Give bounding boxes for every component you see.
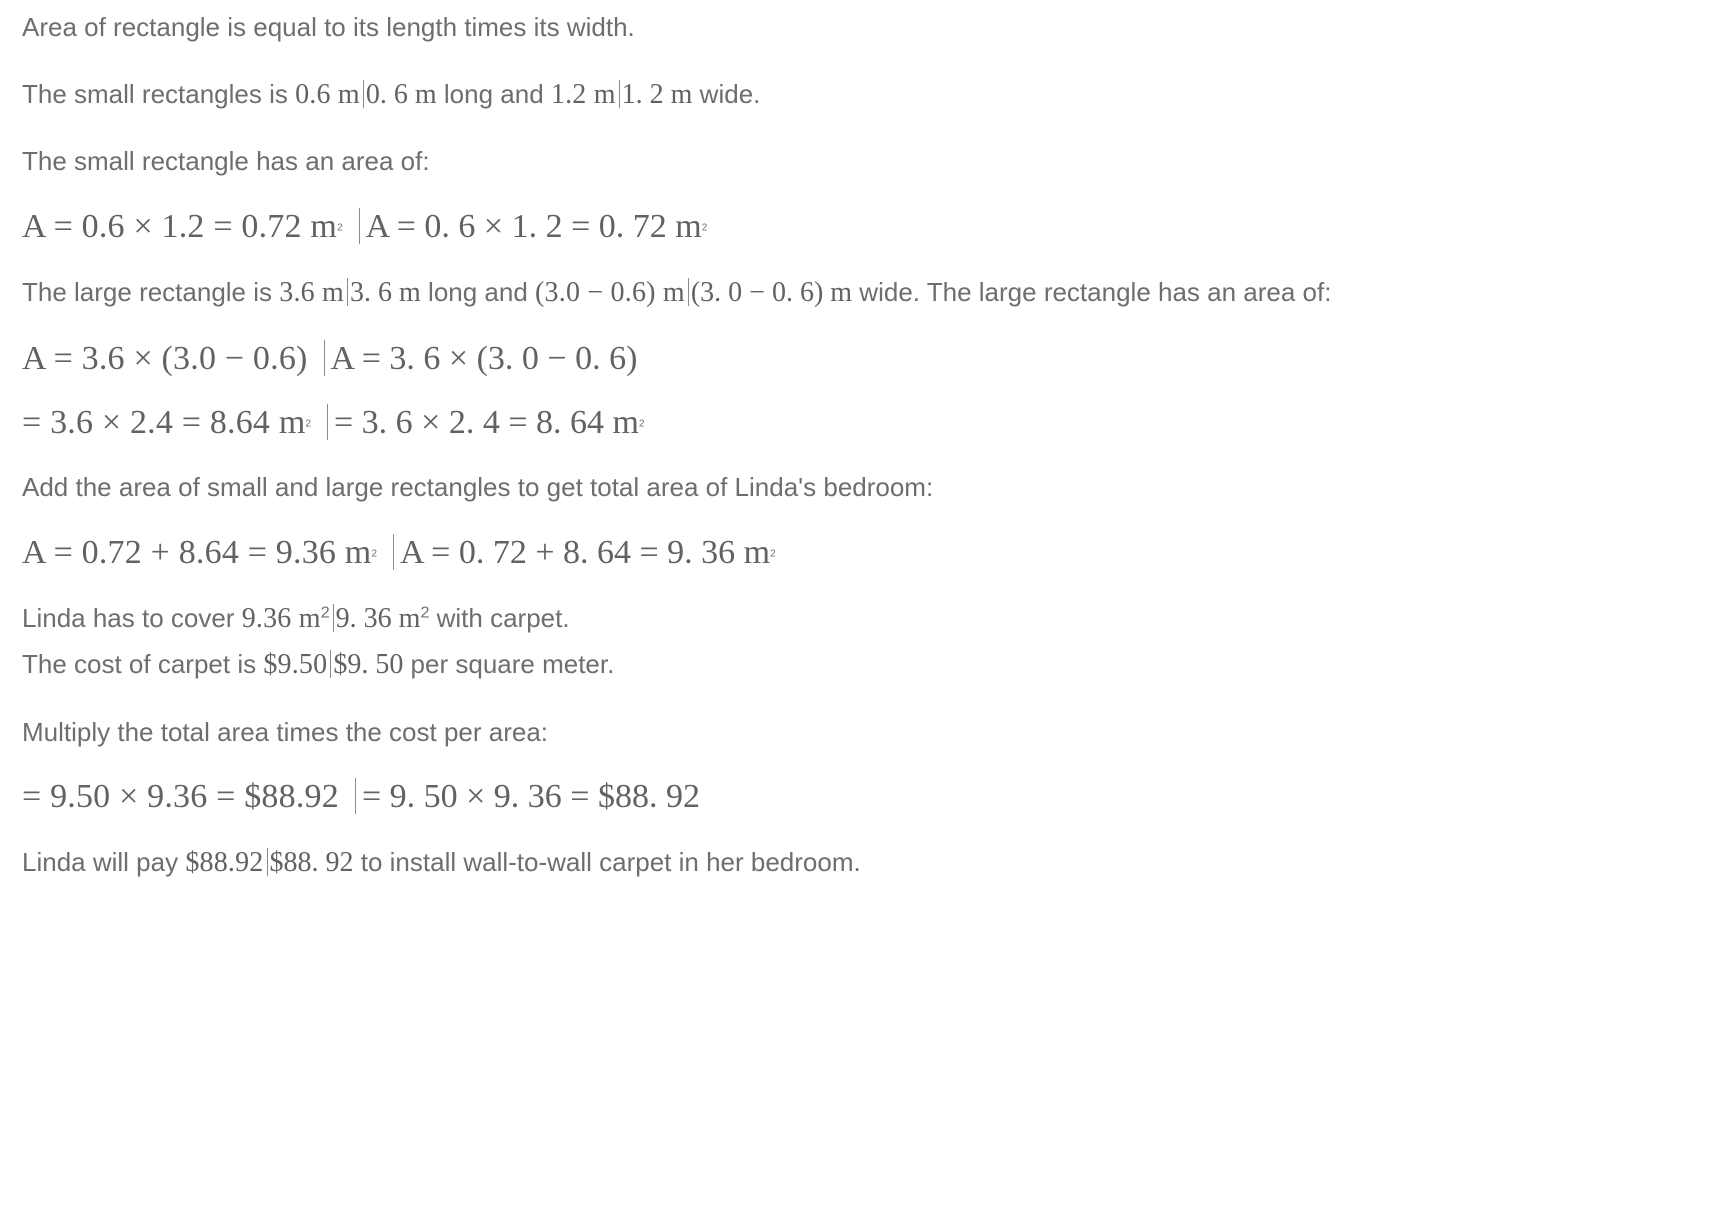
text-long-and-2: long and [420, 276, 536, 307]
math-total-cost-source: $88. 92 [269, 847, 354, 879]
text-large-area-intro: wide. The large rectangle has an area of: [852, 276, 1332, 307]
text-multiply-instruction: Multiply the total area times the cost per area: [22, 716, 549, 747]
text-small-area-intro: The small rectangle has an area of: [22, 146, 430, 177]
cursor-bar [688, 278, 689, 306]
text-area-definition: Area of rectangle is equal to its length times its width. [22, 12, 635, 42]
paragraph-area-definition [22, 8, 1704, 48]
cursor-bar [393, 534, 394, 570]
cursor-bar [333, 604, 334, 632]
math-large-width: (3.0 − 0.6) m [535, 276, 685, 308]
cursor-bar [355, 778, 356, 814]
text-carpet-intro: Linda has to cover [22, 602, 242, 633]
math-carpet-area-exponent: 2 [320, 602, 330, 621]
cursor-bar [327, 404, 328, 440]
cursor-bar [363, 80, 364, 108]
math-cost-rate: $9.50 [263, 649, 328, 681]
math-carpet-area-source: 9. 36 m [335, 602, 421, 634]
math-total-cost-equation-source: = 9. 50 × 9. 36 = $88. 92 [361, 778, 700, 816]
math-large-area-line2-exponent: 2 [305, 418, 311, 430]
math-small-area-source-exponent: 2 [701, 222, 708, 234]
equation-total-cost [22, 778, 1704, 816]
math-total-area-source-exponent: 2 [770, 548, 776, 560]
paragraph-multiply-instruction [22, 713, 1704, 753]
math-large-length: 3.6 m [279, 276, 345, 308]
text-add-areas: Add the area of small and large rectangles to get total area of Linda's bedroom: [22, 472, 934, 503]
text-long-and: long and [436, 78, 551, 109]
math-large-area-line1-source: A = 3. 6 × (3. 0 − 0. 6) [330, 340, 638, 378]
cursor-bar [619, 80, 620, 108]
math-large-area-line1: A = 3.6 × (3.0 − 0.6) [22, 340, 308, 378]
math-large-width-source: (3. 0 − 0. 6) m [690, 276, 853, 308]
cursor-bar [324, 340, 325, 376]
math-large-area-line2-source-exponent: 2 [638, 418, 645, 430]
math-small-width-source: 1. 2 m [621, 78, 693, 110]
equation-total-area [22, 534, 1704, 572]
equation-small-rectangle-area [22, 208, 1704, 246]
text-large-rect-intro: The large rectangle is [22, 276, 280, 307]
paragraph-carpet-cost [22, 644, 1704, 687]
cursor-bar [330, 650, 331, 678]
cursor-bar [359, 208, 360, 244]
math-total-cost-equation: = 9.50 × 9.36 = $88.92 [22, 778, 339, 816]
paragraph-small-rectangle-area-intro [22, 142, 1704, 182]
math-large-area-line2: = 3.6 × 2.4 = 8.64 m [22, 404, 306, 442]
math-small-area: A = 0.6 × 1.2 = 0.72 m [22, 207, 338, 245]
paragraph-carpet-area [22, 598, 1704, 641]
paragraph-large-rectangle-dimensions [22, 272, 1704, 315]
math-small-length-source: 0. 6 m [365, 78, 437, 110]
paragraph-conclusion [22, 842, 1704, 885]
cursor-bar [347, 278, 348, 306]
math-small-length: 0.6 m [295, 78, 360, 110]
math-total-cost: $88.92 [185, 847, 264, 879]
equation-large-rectangle-area-line2 [22, 404, 1704, 442]
paragraph-add-areas [22, 468, 1704, 508]
text-per-square-meter: per square meter. [403, 649, 615, 680]
cursor-bar [267, 848, 268, 876]
math-total-area-exponent: 2 [371, 548, 377, 560]
math-total-area-source: A = 0. 72 + 8. 64 = 9. 36 m [399, 533, 771, 571]
text-small-rect-intro: The small rectangles is [22, 78, 296, 109]
math-carpet-area: 9.36 m [241, 602, 321, 634]
math-carpet-area-source-exponent: 2 [420, 602, 430, 621]
text-conclusion-end: to install wall-to-wall carpet in her bedroom. [353, 847, 861, 878]
math-small-width: 1.2 m [550, 78, 616, 110]
equation-large-rectangle-area-line1 [22, 340, 1704, 378]
text-with-carpet: with carpet. [429, 602, 570, 633]
math-large-area-line2-source: = 3. 6 × 2. 4 = 8. 64 m [334, 404, 639, 442]
math-cost-rate-source: $9. 50 [333, 649, 404, 681]
paragraph-small-rectangle-dimensions [22, 74, 1704, 117]
text-conclusion-intro: Linda will pay [22, 847, 186, 878]
text-wide: wide. [692, 78, 761, 109]
math-total-area: A = 0.72 + 8.64 = 9.36 m [22, 533, 372, 571]
text-cost-intro: The cost of carpet is [22, 649, 264, 680]
math-small-area-exponent: 2 [337, 222, 343, 234]
math-large-length-source: 3. 6 m [350, 276, 421, 308]
math-small-area-source: A = 0. 6 × 1. 2 = 0. 72 m [365, 207, 702, 245]
